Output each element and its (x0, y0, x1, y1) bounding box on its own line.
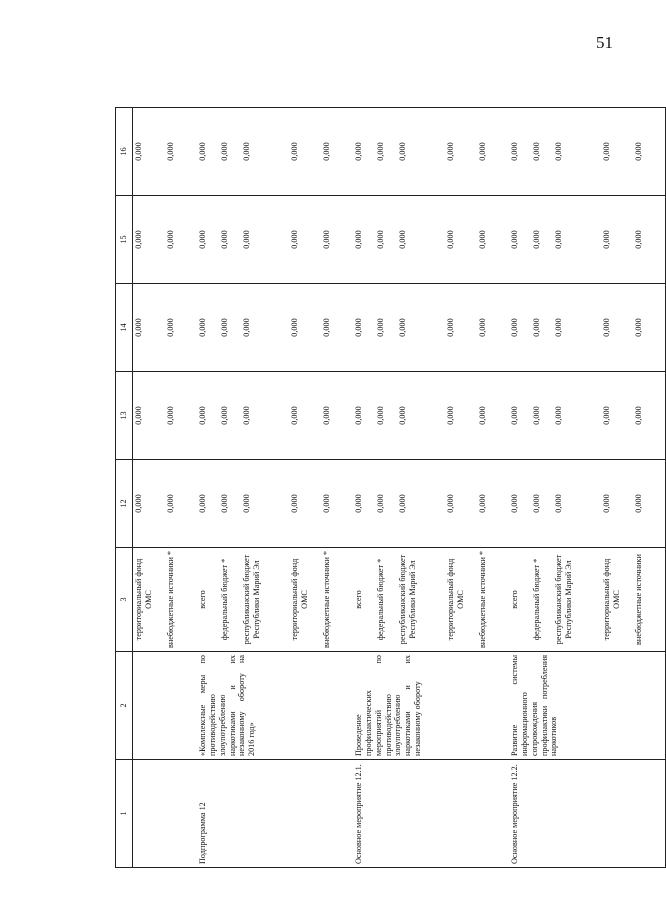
funding-source-cell: федеральный бюджет * (531, 548, 553, 652)
table-row (133, 108, 166, 868)
value-cell: 0,000 (531, 460, 553, 548)
table-row (321, 108, 353, 868)
funding-source-cell: федеральный бюджет * (219, 548, 241, 652)
value-cell: 0,000 (553, 284, 601, 372)
value-cell: 0,000 (445, 372, 477, 460)
program-cell (445, 760, 477, 868)
value-cell: 0,000 (375, 460, 397, 548)
program-cell (165, 760, 197, 868)
value-cell: 0,000 (321, 196, 353, 284)
value-cell: 0,000 (397, 284, 445, 372)
value-cell: 0,000 (219, 284, 241, 372)
value-cell: 0,000 (219, 196, 241, 284)
program-cell: Основное мероприятие 12.1. (353, 760, 375, 868)
description-cell (633, 652, 666, 760)
value-cell: 0,000 (321, 460, 353, 548)
table-row (509, 108, 531, 868)
value-cell: 0,000 (509, 196, 531, 284)
table-row (353, 108, 375, 868)
value-cell: 0,000 (477, 196, 509, 284)
value-cell: 0,000 (633, 108, 666, 196)
description-cell: «Комплексные меры по противодействию злоупотреблению наркотиками и их незаконному обороту на 2016 год» (197, 652, 289, 760)
column-header: 12 (116, 460, 133, 548)
description-cell (477, 652, 509, 760)
rotated-table-container (115, 108, 643, 868)
funding-source-cell: всего (197, 548, 219, 652)
value-cell: 0,000 (601, 284, 633, 372)
value-cell: 0,000 (165, 196, 197, 284)
program-cell (375, 760, 397, 868)
table-row (165, 108, 197, 868)
funding-source-cell: внебюджетные источники * (321, 548, 353, 652)
program-cell (477, 760, 509, 868)
value-cell: 0,000 (509, 284, 531, 372)
value-cell: 0,000 (633, 372, 666, 460)
value-cell: 0,000 (633, 196, 666, 284)
funding-source-cell: территориальный фонд ОМС (601, 548, 633, 652)
column-header: 1 (116, 760, 133, 868)
value-cell: 0,000 (133, 460, 166, 548)
description-cell: Развитие системы информационного сопровождения профилактики потребления наркотиков (509, 652, 601, 760)
funding-source-cell: республиканский бюджет Республики Марий Эл (553, 548, 601, 652)
program-cell (133, 760, 166, 868)
program-cell (289, 760, 321, 868)
budget-table (115, 107, 666, 868)
value-cell: 0,000 (353, 108, 375, 196)
value-cell: 0,000 (397, 372, 445, 460)
value-cell: 0,000 (477, 284, 509, 372)
description-cell (133, 652, 166, 760)
value-cell: 0,000 (133, 372, 166, 460)
program-cell (633, 760, 666, 868)
value-cell: 0,000 (553, 108, 601, 196)
value-cell: 0,000 (197, 108, 219, 196)
value-cell: 0,000 (289, 284, 321, 372)
value-cell: 0,000 (397, 460, 445, 548)
value-cell: 0,000 (375, 284, 397, 372)
value-cell: 0,000 (165, 372, 197, 460)
value-cell: 0,000 (477, 372, 509, 460)
value-cell: 0,000 (321, 284, 353, 372)
value-cell: 0,000 (197, 284, 219, 372)
column-header: 3 (116, 548, 133, 652)
column-header: 13 (116, 372, 133, 460)
value-cell: 0,000 (289, 460, 321, 548)
funding-source-cell: внебюджетные источники * (165, 548, 197, 652)
value-cell: 0,000 (553, 460, 601, 548)
program-cell: Основное мероприятие 12.2. (509, 760, 531, 868)
table-row (289, 108, 321, 868)
value-cell: 0,000 (353, 460, 375, 548)
column-header: 2 (116, 652, 133, 760)
value-cell: 0,000 (219, 372, 241, 460)
value-cell: 0,000 (241, 108, 289, 196)
program-cell (219, 760, 241, 868)
value-cell: 0,000 (531, 372, 553, 460)
table-row (601, 108, 633, 868)
column-header: 15 (116, 196, 133, 284)
description-cell (289, 652, 321, 760)
value-cell: 0,000 (531, 284, 553, 372)
value-cell: 0,000 (241, 284, 289, 372)
value-cell: 0,000 (633, 284, 666, 372)
header-row (116, 108, 133, 868)
table-row (197, 108, 219, 868)
value-cell: 0,000 (509, 108, 531, 196)
value-cell: 0,000 (601, 196, 633, 284)
program-cell (553, 760, 601, 868)
value-cell: 0,000 (445, 284, 477, 372)
value-cell: 0,000 (353, 196, 375, 284)
value-cell: 0,000 (353, 284, 375, 372)
funding-source-cell: территориальный фонд ОМС (445, 548, 477, 652)
funding-source-cell: всего (509, 548, 531, 652)
description-cell (445, 652, 477, 760)
value-cell: 0,000 (531, 108, 553, 196)
value-cell: 0,000 (289, 372, 321, 460)
value-cell: 0,000 (219, 460, 241, 548)
funding-source-cell: республиканский бюджет Республики Марий Эл (241, 548, 289, 652)
value-cell: 0,000 (197, 196, 219, 284)
column-header: 14 (116, 284, 133, 372)
value-cell: 0,000 (445, 196, 477, 284)
funding-source-cell: всего (353, 548, 375, 652)
value-cell: 0,000 (133, 196, 166, 284)
value-cell: 0,000 (477, 460, 509, 548)
program-cell (321, 760, 353, 868)
table-row (445, 108, 477, 868)
value-cell: 0,000 (375, 196, 397, 284)
program-cell (601, 760, 633, 868)
value-cell: 0,000 (509, 372, 531, 460)
value-cell: 0,000 (633, 460, 666, 548)
value-cell: 0,000 (133, 284, 166, 372)
value-cell: 0,000 (531, 196, 553, 284)
value-cell: 0,000 (375, 372, 397, 460)
value-cell: 0,000 (601, 108, 633, 196)
program-cell (397, 760, 445, 868)
funding-source-cell: территориальный фонд ОМС (133, 548, 166, 652)
value-cell: 0,000 (133, 108, 166, 196)
value-cell: 0,000 (509, 460, 531, 548)
value-cell: 0,000 (219, 108, 241, 196)
funding-source-cell: федеральный бюджет * (375, 548, 397, 652)
value-cell: 0,000 (289, 196, 321, 284)
description-cell (321, 652, 353, 760)
table-row (477, 108, 509, 868)
value-cell: 0,000 (241, 460, 289, 548)
value-cell: 0,000 (477, 108, 509, 196)
program-cell (241, 760, 289, 868)
value-cell: 0,000 (397, 196, 445, 284)
value-cell: 0,000 (241, 372, 289, 460)
value-cell: 0,000 (197, 460, 219, 548)
value-cell: 0,000 (445, 108, 477, 196)
value-cell: 0,000 (353, 372, 375, 460)
description-cell (165, 652, 197, 760)
value-cell: 0,000 (165, 284, 197, 372)
value-cell: 0,000 (165, 108, 197, 196)
description-cell (601, 652, 633, 760)
funding-source-cell: территориальный фонд ОМС (289, 548, 321, 652)
value-cell: 0,000 (197, 372, 219, 460)
value-cell: 0,000 (445, 460, 477, 548)
funding-source-cell: внебюджетные источники (633, 548, 666, 652)
value-cell: 0,000 (601, 372, 633, 460)
program-cell: Подпрограмма 12 (197, 760, 219, 868)
value-cell: 0,000 (241, 196, 289, 284)
value-cell: 0,000 (375, 108, 397, 196)
page-number: 51 (596, 33, 613, 52)
value-cell: 0,000 (289, 108, 321, 196)
value-cell: 0,000 (397, 108, 445, 196)
value-cell: 0,000 (553, 372, 601, 460)
program-cell (531, 760, 553, 868)
value-cell: 0,000 (601, 460, 633, 548)
column-header: 16 (116, 108, 133, 196)
value-cell: 0,000 (321, 372, 353, 460)
description-cell: Проведение профилактических мероприятий по противодействию злоупотреблению наркотиками и их незаконному обороту (353, 652, 445, 760)
value-cell: 0,000 (165, 460, 197, 548)
table-row (633, 108, 666, 868)
value-cell: 0,000 (321, 108, 353, 196)
value-cell: 0,000 (553, 196, 601, 284)
funding-source-cell: республиканский бюджет Республики Марий Эл (397, 548, 445, 652)
funding-source-cell: внебюджетные источники * (477, 548, 509, 652)
